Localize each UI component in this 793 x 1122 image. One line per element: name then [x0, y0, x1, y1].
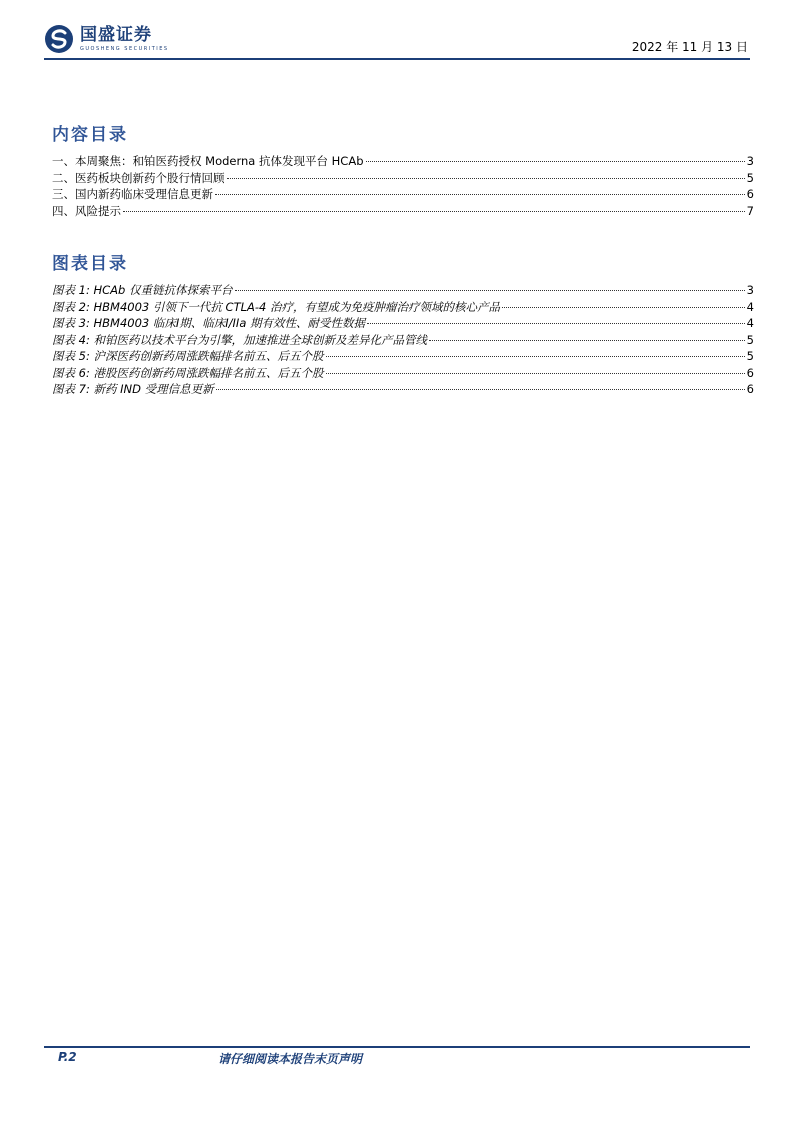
contents-entry-label: 四、风险提示: [52, 203, 121, 218]
contents-entry-page: 3: [746, 154, 754, 168]
report-date: 2022 年 11 月 13 日: [631, 40, 748, 54]
figure-entry-label: 图表 5: 沪深医药创新药周涨跌幅排名前五、后五个股: [52, 349, 324, 363]
logo: [44, 24, 169, 54]
dot-leader: [429, 340, 745, 341]
figure-entry-page: 4: [746, 316, 754, 330]
figure-entry[interactable]: [52, 332, 754, 349]
contents-entry[interactable]: [52, 203, 754, 220]
figures-title: 图表目录: [52, 254, 128, 274]
figure-entry-label: 图表 3: HBM4003 临床I期、临床I/IIa 期有效性、耐受性数据: [52, 316, 366, 330]
dot-leader: [326, 373, 745, 374]
page-number: P.2: [58, 1050, 77, 1064]
figure-entry-page: 3: [746, 283, 754, 297]
dot-leader: [123, 211, 745, 212]
figure-entry[interactable]: [52, 365, 754, 382]
contents-entry-label: 二、医药板块创新药个股行情回顾: [52, 170, 225, 185]
figure-entry[interactable]: [52, 348, 754, 365]
figure-entry[interactable]: [52, 315, 754, 332]
figure-entry-page: 6: [746, 365, 754, 380]
figure-entry-label: 图表 2: HBM4003 引领下一代抗 CTLA-4 治疗，有望成为免疫肿瘤治疗领域的核心产品: [52, 299, 500, 314]
contents-entry-page: 6: [746, 187, 754, 201]
dot-leader: [216, 389, 745, 390]
page-header: [44, 24, 750, 60]
contents-entry-label: 一、本周聚焦：和铂医药授权 Moderna 抗体发现平台 HCAb: [52, 154, 364, 168]
figure-entry-page: 5: [746, 332, 754, 347]
dot-leader: [502, 307, 745, 308]
brand-name-cn: 国盛证券: [80, 25, 152, 45]
contents-title: 内容目录: [52, 125, 128, 145]
figure-entry-page: 6: [746, 382, 754, 396]
figure-entry-label: 图表 7: 新药 IND 受理信息更新: [52, 382, 214, 396]
figure-entry-label: 图表 1: HCAb 仅重链抗体探索平台: [52, 283, 233, 297]
dot-leader: [235, 290, 745, 291]
contents-list: [52, 153, 754, 219]
brand-logo-icon: [44, 24, 74, 54]
contents-entry-page: 7: [746, 203, 754, 218]
figure-entry-label: 图表 4: 和铂医药以技术平台为引擎，加速推进全球创新及差异化产品管线: [52, 332, 427, 347]
contents-entry[interactable]: [52, 170, 754, 187]
brand-name-en: GUOSHENG SECURITIES: [80, 46, 169, 52]
contents-entry-label: 三、国内新药临床受理信息更新: [52, 187, 213, 201]
dot-leader: [227, 178, 745, 179]
contents-entry[interactable]: [52, 153, 754, 170]
figure-entry[interactable]: [52, 282, 754, 299]
figure-entry-page: 4: [746, 299, 754, 314]
contents-entry-page: 5: [746, 170, 754, 185]
footer-divider: [44, 1046, 750, 1048]
contents-entry[interactable]: [52, 186, 754, 203]
dot-leader: [366, 161, 745, 162]
header-divider: [44, 58, 750, 60]
figure-entry[interactable]: [52, 299, 754, 316]
disclaimer-note: 请仔细阅读本报告末页声明: [218, 1052, 363, 1066]
dot-leader: [215, 194, 745, 195]
figures-list: [52, 282, 754, 398]
figure-entry[interactable]: [52, 381, 754, 398]
dot-leader: [326, 356, 745, 357]
dot-leader: [367, 323, 745, 324]
figure-entry-page: 5: [746, 349, 754, 363]
figure-entry-label: 图表 6: 港股医药创新药周涨跌幅排名前五、后五个股: [52, 365, 324, 380]
